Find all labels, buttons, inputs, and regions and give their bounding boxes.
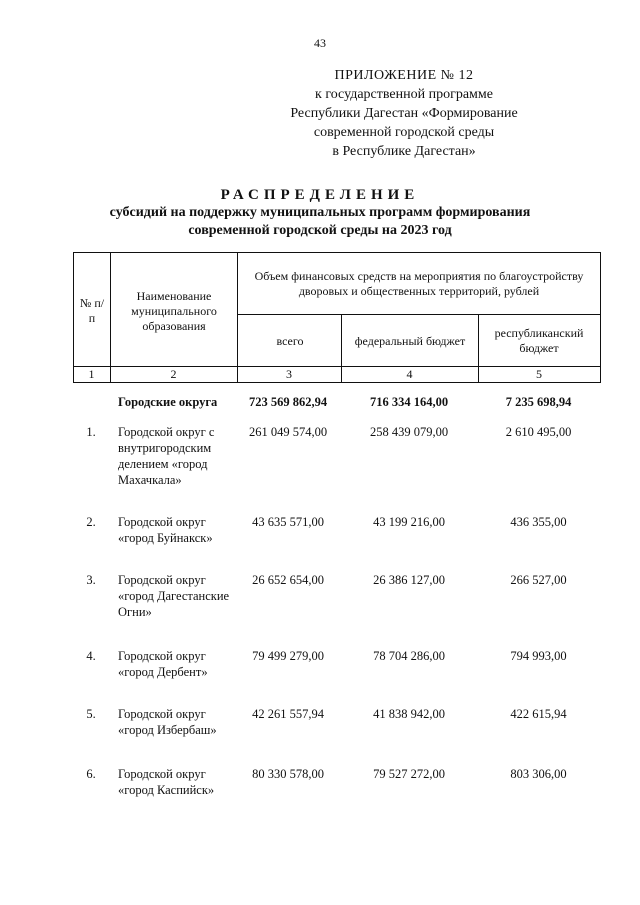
row-name: Городской округ с внутригородским делением «город Махачкала» — [118, 425, 215, 487]
row-federal: 41 838 942,00 — [373, 707, 445, 721]
row-federal: 78 704 286,00 — [373, 649, 445, 663]
row-name: Городской округ «город Буйнакск» — [118, 515, 213, 545]
column-number: 5 — [536, 367, 542, 381]
column-number: 3 — [286, 367, 292, 381]
table-border — [73, 382, 601, 383]
row-republic: 7 235 698,94 — [505, 395, 572, 409]
header-name: Наименование муниципального образования — [131, 289, 217, 333]
page-number: 43 — [314, 36, 326, 50]
row-federal: 26 386 127,00 — [373, 573, 445, 587]
column-number: 2 — [170, 367, 177, 381]
document-title-line: современной городской среды на 2023 год — [188, 223, 452, 238]
header-total: всего — [276, 334, 304, 348]
row-total: 42 261 557,94 — [252, 707, 324, 721]
table-border — [73, 252, 601, 253]
row-num: 4. — [86, 649, 96, 663]
row-num: 1. — [86, 425, 96, 439]
annex-line: Республики Дагестан «Формирование — [290, 106, 518, 121]
row-total: 43 635 571,00 — [252, 515, 324, 529]
row-republic: 803 306,00 — [510, 767, 567, 781]
row-total: 261 049 574,00 — [248, 425, 328, 439]
table-border — [237, 252, 238, 383]
annex-line: к государственной программе — [315, 87, 493, 102]
row-num: 5. — [86, 707, 96, 721]
table-border — [600, 252, 601, 383]
row-total: 26 652 654,00 — [252, 573, 324, 587]
header-funding-group: Объем финансовых средств на мероприятия по благоустройству дворовых и общественных территорий, рублей — [254, 269, 584, 298]
header-num: № п/п — [79, 296, 105, 325]
row-num: 2. — [86, 515, 96, 529]
row-federal: 43 199 216,00 — [373, 515, 445, 529]
row-federal: 716 334 164,00 — [369, 395, 449, 409]
document-title — [0, 186, 640, 240]
row-total: 79 499 279,00 — [252, 649, 324, 663]
row-republic: 422 615,94 — [510, 707, 567, 721]
row-republic: 436 355,00 — [510, 515, 567, 529]
row-federal: 258 439 079,00 — [369, 425, 449, 439]
table-border — [73, 252, 74, 383]
annex-line: в Республике Дагестан» — [332, 144, 476, 159]
column-number: 4 — [406, 367, 413, 381]
row-name: Городские округа — [118, 395, 218, 409]
header-federal: федеральный бюджет — [354, 334, 466, 348]
row-name: Городской округ «город Каспийск» — [118, 767, 215, 797]
annex-block — [254, 66, 554, 161]
row-num: 3. — [86, 573, 96, 587]
table-border — [110, 252, 111, 383]
row-republic: 794 993,00 — [510, 649, 567, 663]
annex-title: ПРИЛОЖЕНИЕ № 12 — [334, 68, 474, 83]
row-name: Городской округ «город Избербаш» — [118, 707, 217, 737]
row-republic: 266 527,00 — [510, 573, 567, 587]
table-header — [73, 252, 601, 383]
row-name: Городской округ «город Дербент» — [118, 649, 208, 679]
document-title-line: субсидий на поддержку муниципальных программ формирования — [109, 205, 531, 220]
document-title-main: РАСПРЕДЕЛЕНИЕ — [220, 187, 420, 203]
row-total: 80 330 578,00 — [252, 767, 324, 781]
row-total: 723 569 862,94 — [248, 395, 328, 409]
row-republic: 2 610 495,00 — [505, 425, 572, 439]
row-num: 6. — [86, 767, 96, 781]
row-federal: 79 527 272,00 — [373, 767, 445, 781]
column-number: 1 — [88, 367, 95, 381]
annex-line: современной городской среды — [313, 125, 495, 140]
row-name: Городской округ «город Дагестанские Огни» — [118, 573, 230, 619]
table-border — [237, 314, 601, 315]
header-republic: республиканский бюджет — [494, 326, 584, 355]
